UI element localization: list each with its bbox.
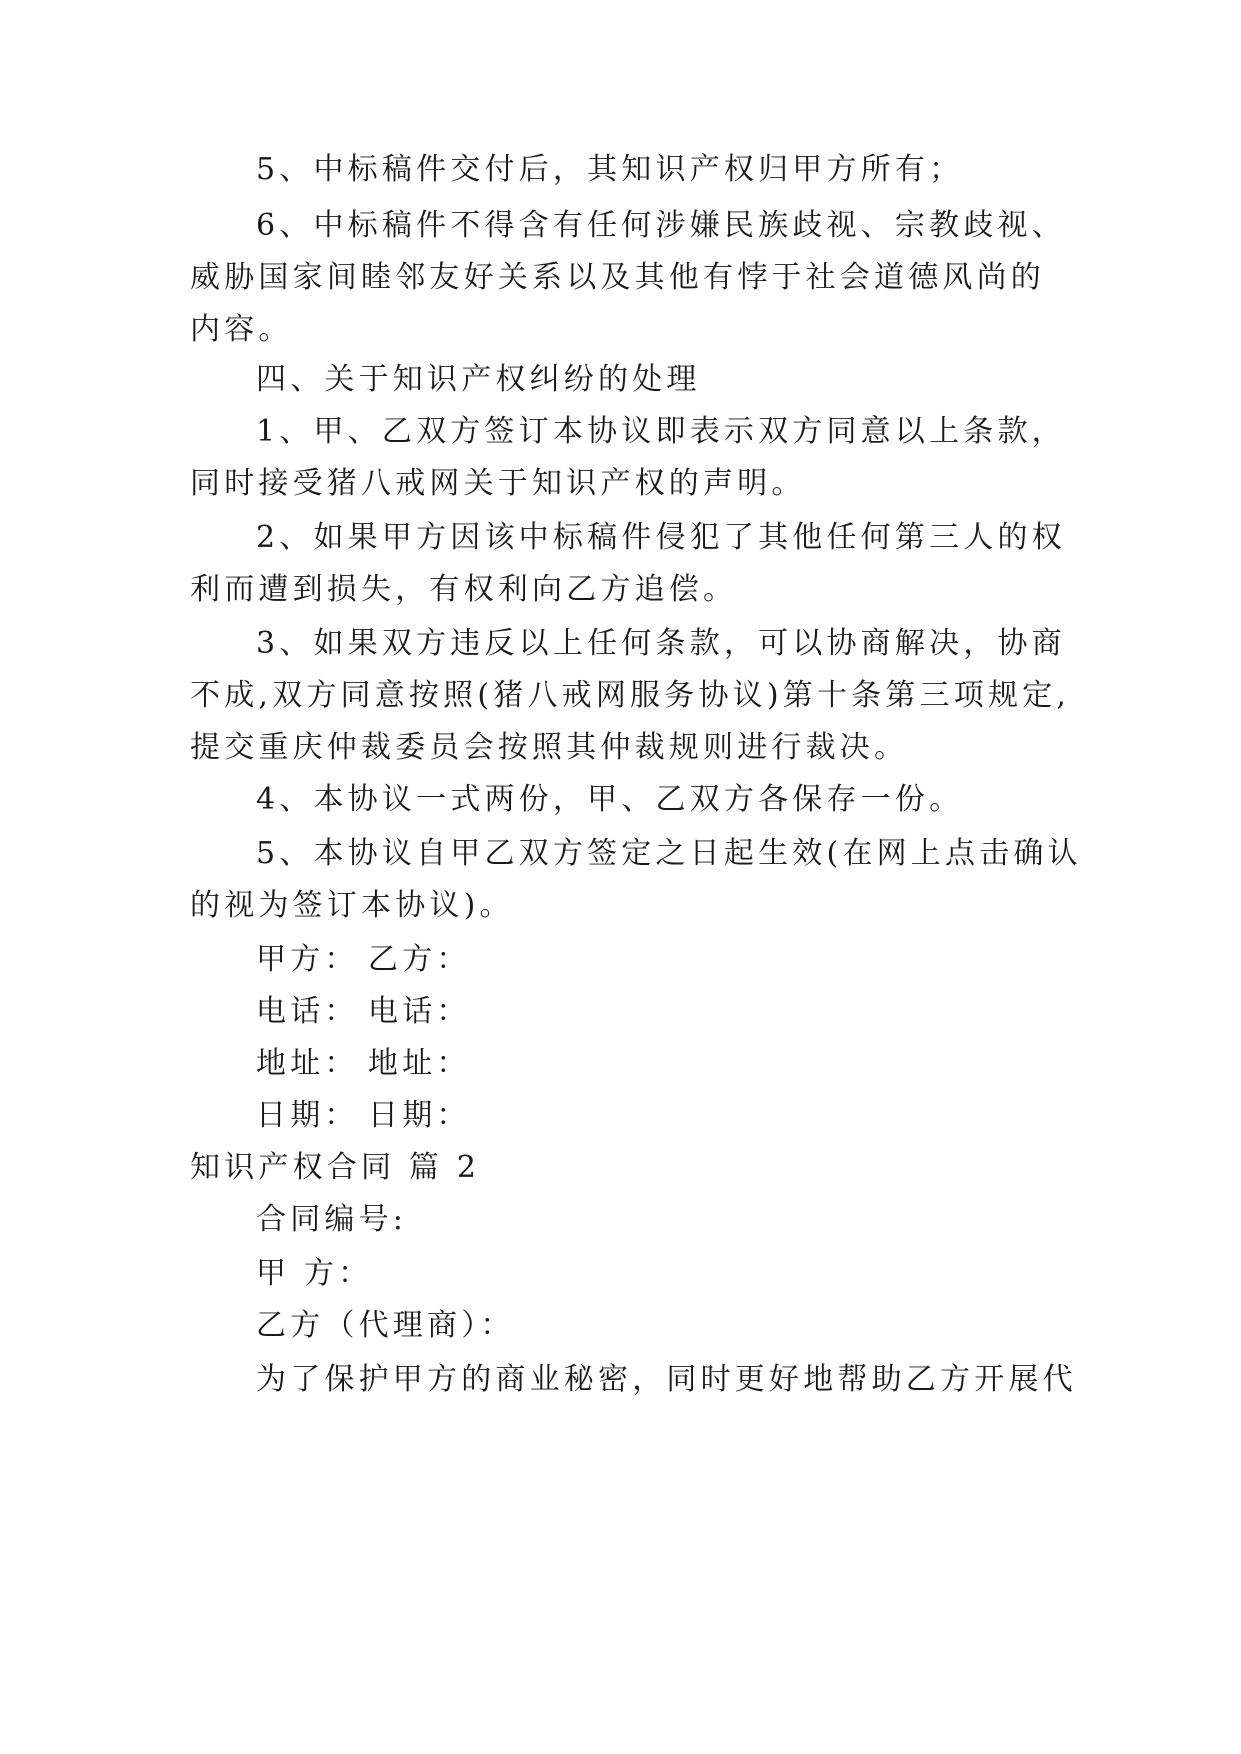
dispute-clause-4-line: 4、本协议一式两份，甲、乙双方各保存一份。 <box>256 782 964 817</box>
address-b-label: 地址： <box>368 1046 471 1081</box>
dispute-clause-5-line-1: 5、本协议自甲乙双方签定之日起生效(在网上点击确认 <box>256 836 1082 871</box>
section-2-intro-line: 为了保护甲方的商业秘密，同时更好地帮助乙方开展代 <box>256 1362 1077 1397</box>
dispute-clause-3-line-3: 提交重庆仲裁委员会按照其仲裁规则进行裁决。 <box>190 730 909 765</box>
signature-party-row <box>256 940 1050 980</box>
date-a-label: 日期： <box>256 1098 359 1133</box>
section-4-heading: 四、关于知识产权纠纷的处理 <box>256 362 701 397</box>
section-2-party-a-label: 甲 方： <box>256 1256 373 1291</box>
clause-6-line-1: 6、中标稿件不得含有任何涉嫌民族歧视、宗教歧视、 <box>256 208 1066 243</box>
signature-phone-row <box>256 992 1050 1032</box>
clause-6-line-2: 威胁国家间睦邻友好关系以及其他有悖于社会道德风尚的 <box>190 260 1045 295</box>
party-a-label: 甲方： <box>256 942 359 977</box>
signature-address-row <box>256 1044 1050 1084</box>
party-b-label: 乙方： <box>368 942 471 977</box>
dispute-clause-2-line-1: 2、如果甲方因该中标稿件侵犯了其他任何第三人的权 <box>256 520 1066 555</box>
dispute-clause-1-line-2: 同时接受猪八戒网关于知识产权的声明。 <box>190 466 806 501</box>
dispute-clause-5-line-2: 的视为签订本协议)。 <box>190 888 514 923</box>
date-b-label: 日期： <box>368 1098 471 1133</box>
section-2-party-b-label: 乙方（代理商）： <box>256 1308 515 1343</box>
phone-b-label: 电话： <box>368 994 471 1029</box>
address-a-label: 地址： <box>256 1046 359 1081</box>
clause-5-line: 5、中标稿件交付后，其知识产权归甲方所有； <box>256 152 964 187</box>
section-2-heading: 知识产权合同 篇 2 <box>190 1150 481 1185</box>
phone-a-label: 电话： <box>256 994 359 1029</box>
dispute-clause-2-line-2: 利而遭到损失，有权利向乙方追偿。 <box>190 572 738 607</box>
signature-date-row <box>256 1096 1050 1136</box>
contract-number-label: 合同编号: <box>256 1202 408 1237</box>
clause-6-line-3: 内容。 <box>190 312 293 347</box>
dispute-clause-1-line-1: 1、甲、乙双方签订本协议即表示双方同意以上条款， <box>256 414 1066 449</box>
dispute-clause-3-line-2: 不成,双方同意按照(猪八戒网服务协议)第十条第三项规定, <box>190 678 1071 713</box>
dispute-clause-3-line-1: 3、如果双方违反以上任何条款，可以协商解决，协商 <box>256 626 1066 661</box>
